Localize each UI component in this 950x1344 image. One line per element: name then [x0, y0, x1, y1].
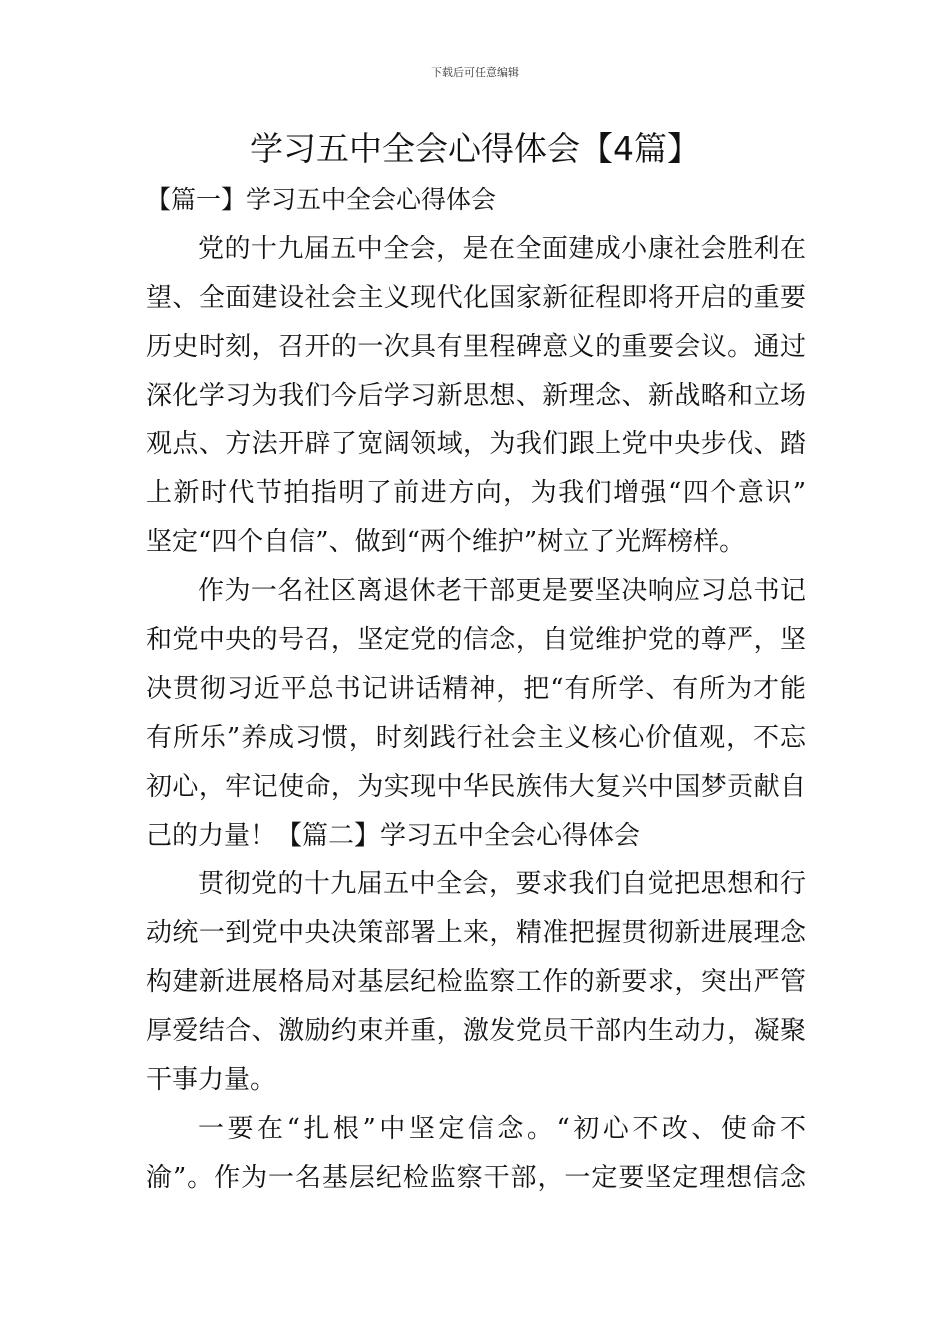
section-heading: 【篇一】学习五中全会心得体会 [146, 185, 497, 214]
text-line: 观点、方法开辟了宽阔领域，为我们跟上党中央步伐、踏 [146, 429, 806, 460]
text-line: 一要在“扎根”中坚定信念。“初心不改、使命不 [198, 1113, 806, 1144]
text-line: 坚定“四个自信”、做到“两个维护”树立了光辉榜样。 [146, 527, 746, 558]
text-line: 党的十九届五中全会，是在全面建成小康社会胜利在 [198, 233, 806, 264]
text-line: 初心，牢记使命，为实现中华民族伟大复兴中国梦贡献自 [146, 771, 806, 802]
text-line: 作为一名社区离退休老干部更是要坚决响应习总书记 [198, 576, 806, 607]
text-line: 贯彻党的十九届五中全会，要求我们自觉把思想和行 [198, 869, 806, 900]
text-line: 己的力量！【篇二】学习五中全会心得体会 [146, 820, 641, 851]
text-line: 干事力量。 [146, 1065, 277, 1096]
text-line: 历史时刻，召开的一次具有里程碑意义的重要会议。通过 [146, 331, 806, 362]
text-line: 深化学习为我们今后学习新思想、新理念、新战略和立场 [146, 380, 806, 411]
text-line: 决贯彻习近平总书记讲话精神，把“有所学、有所为才能 [146, 673, 806, 704]
document-title: 学习五中全会心得体会【4篇】 [250, 129, 700, 168]
text-line: 和党中央的号召，坚定党的信念，自觉维护党的尊严，坚 [146, 625, 806, 656]
document-body [146, 178, 806, 1205]
text-line: 厚爱结合、激励约束并重，激发党员干部内生动力，凝聚 [146, 1016, 806, 1047]
text-line: 上新时代节拍指明了前进方向，为我们增强“四个意识” [146, 478, 806, 509]
text-line: 构建新进展格局对基层纪检监察工作的新要求，突出严管 [146, 967, 806, 998]
text-line: 动统一到党中央决策部署上来，精准把握贯彻新进展理念 [146, 918, 806, 949]
header-note: 下载后可任意编辑 [431, 66, 519, 79]
text-line: 渝”。作为一名基层纪检监察干部，一定要坚定理想信念 [146, 1162, 806, 1193]
text-line: 有所乐”养成习惯，时刻践行社会主义核心价值观，不忘 [146, 722, 806, 753]
text-line: 望、全面建设社会主义现代化国家新征程即将开启的重要 [146, 282, 806, 313]
